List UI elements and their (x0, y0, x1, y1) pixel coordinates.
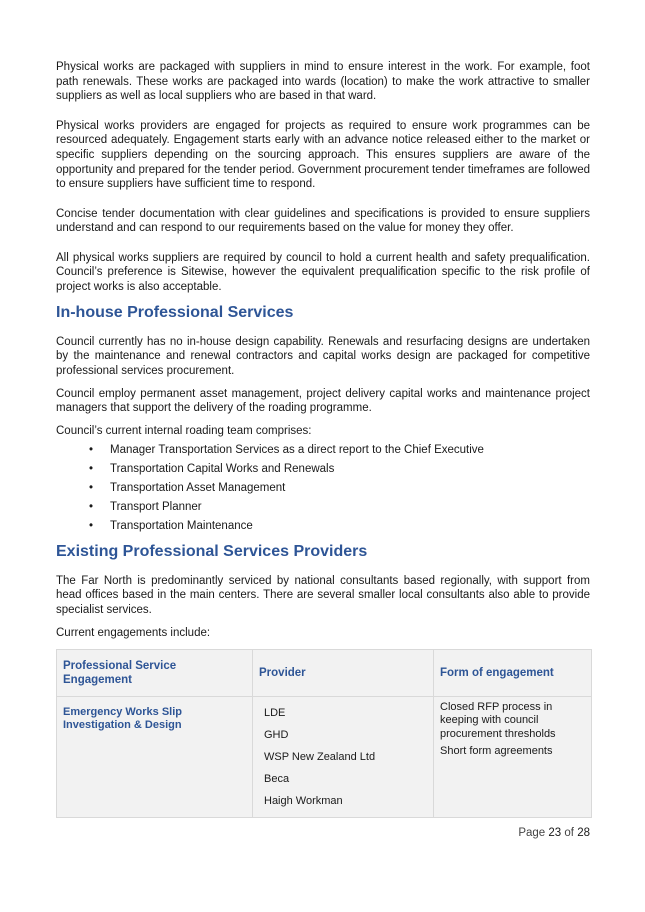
bullet-icon: • (89, 520, 94, 533)
list-item: • Transportation Maintenance (89, 520, 253, 533)
provider-item: LDE (264, 706, 286, 719)
existing-heading: Existing Professional Services Providers (56, 542, 368, 560)
provider-cell (253, 696, 434, 818)
table-header-row (57, 649, 592, 696)
bullet-icon: • (89, 501, 94, 514)
provider-item: Beca (264, 773, 290, 786)
bullet-icon: • (89, 443, 94, 456)
intro-paragraph-4: All physical works suppliers are required by council to hold a current health and safety prequalification. Council’s preference is Sitewise, however the equivalent prequalification specific to the risk profile of project works is also acceptable. (56, 251, 590, 293)
form-cell (434, 696, 592, 818)
list-item: • Transport Planner (89, 501, 202, 514)
inhouse-paragraph-2: Council employ permanent asset management, project delivery capital works and maintenance project managers that support the delivery of the roading programme. (56, 387, 590, 415)
form-item: Closed RFP process in keeping with council procurement thresholds (440, 700, 556, 740)
list-item: • Manager Transportation Services as a direct report to the Chief Executive (89, 443, 484, 456)
bullet-icon: • (89, 462, 94, 475)
inhouse-paragraph-3: Council’s current internal roading team comprises: (56, 425, 312, 438)
provider-item: GHD (264, 728, 289, 741)
header-form: Form of engagement (434, 649, 592, 696)
list-item: • Transportation Capital Works and Renewals (89, 462, 335, 475)
table-row (57, 696, 592, 818)
existing-paragraph-1: The Far North is predominantly serviced by national consultants based regionally, with support from head offices based in the main centers. There are several smaller local consultants also able to provide specialist services. (56, 574, 590, 617)
intro-paragraph-3: Concise tender documentation with clear guidelines and specifications is provided to ensure suppliers understand and can respond to our requirements based on the value for money they offer. (56, 207, 590, 235)
intro-paragraph-1: Physical works are packaged with suppliers in mind to ensure interest in the work. For example, foot path renewals. These works are packaged into wards (location) to make the work attractive to smaller suppliers as well as local suppliers who are based in that ward. (56, 61, 590, 103)
intro-paragraph-2: Physical works providers are engaged for projects as required to ensure work programmes can be resourced adequately. Engagement starts early with an advance notice released either to the market or specific suppliers depending on the sourcing approach. This ensures suppliers are aware of the opportunity and prepared for the tender period. Government procurement tender timeframes are followed to ensure suppliers have sufficient time to respond. (56, 119, 590, 191)
inhouse-paragraph-1: Council currently has no in-house design capability. Renewals and resurfacing designs are undertaken by the maintenance and renewal contractors and capital works design are packaged for competitive professional services procurement. (56, 335, 590, 378)
inhouse-heading: In-house Professional Services (56, 303, 294, 321)
header-provider: Provider (253, 649, 434, 696)
list-item: • Transportation Asset Management (89, 482, 286, 495)
existing-paragraph-2: Current engagements include: (56, 626, 211, 639)
provider-item: WSP New Zealand Ltd (264, 750, 376, 763)
engagements-table (56, 649, 592, 819)
form-item: Short form agreements (440, 745, 553, 758)
header-engagement: Professional Service Engagement (57, 649, 253, 696)
document-page (56, 60, 590, 818)
team-list (56, 443, 590, 534)
page-number: Page 23 of 28 (518, 827, 590, 839)
provider-item: Haigh Workman (264, 795, 343, 808)
engagement-cell: Emergency Works Slip Investigation & Design (57, 696, 253, 818)
bullet-icon: • (89, 482, 94, 495)
